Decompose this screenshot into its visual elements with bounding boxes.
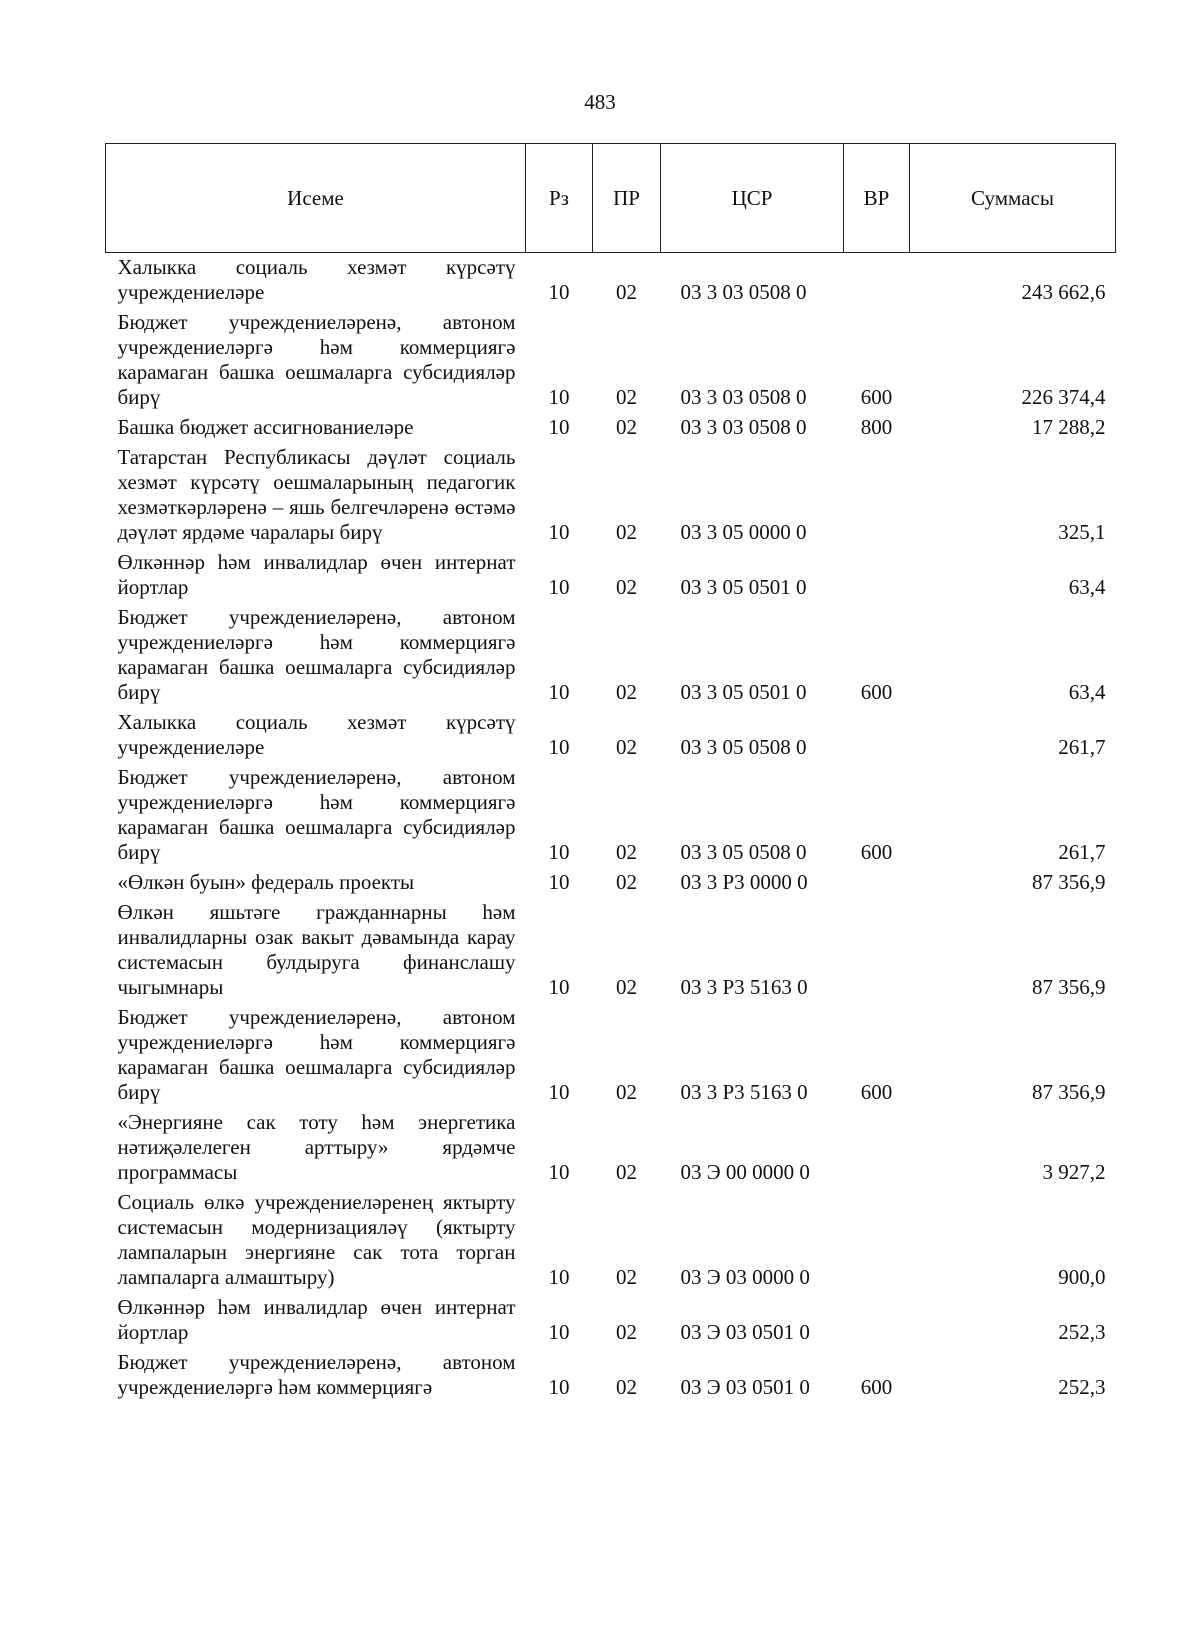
row-pr: 02: [616, 1320, 637, 1344]
row-sum: 3 927,2: [1042, 1160, 1106, 1184]
row-vr: [844, 550, 910, 605]
table-row: [106, 900, 1116, 1005]
row-name: Халыкка социаль хезмәт күрсәтү учреждениеләре: [117, 710, 516, 759]
row-rz: 10: [548, 280, 570, 304]
row-name: Бюджет учреждениеләренә, автоном учреждениеләргә һәм коммерциягә карамаган башка оешмаларга субсидияләр бирү: [117, 310, 516, 409]
row-pr: 02: [616, 735, 637, 759]
row-name: «Энергияне сак тоту һәм энергетика нәтиҗәлелеген арттыру» ярдәмче программасы: [117, 1110, 516, 1184]
row-vr: 600: [860, 1080, 893, 1104]
header-name: Исеме: [106, 144, 526, 253]
row-csr: 03 3 05 0501 0: [680, 680, 807, 704]
table-row: [106, 870, 1116, 900]
row-sum: 63,4: [1068, 680, 1106, 704]
row-name: Татарстан Республикасы дәүләт социаль хезмәт күрсәтү оешмаларының педагогик хезмәткәрләренә – яшь белгечләренә өстәмә дәүләт ярдәме чаралары бирү: [117, 445, 516, 544]
row-pr: 02: [616, 870, 637, 894]
row-pr: 02: [616, 680, 637, 704]
row-pr: 02: [616, 415, 637, 439]
header-row: [106, 144, 1116, 253]
table-row: [106, 1350, 1116, 1405]
row-sum: 243 662,6: [1021, 280, 1106, 304]
row-pr: 02: [616, 1375, 637, 1399]
row-rz: 10: [548, 575, 570, 599]
row-sum: 261,7: [1058, 840, 1106, 864]
row-csr: 03 3 05 0501 0: [680, 575, 807, 599]
row-name: Өлкәннәр һәм инвалидлар өчен интернат йортлар: [117, 1295, 516, 1344]
table-row: [106, 1295, 1116, 1350]
row-name: Өлкән яшьтәге гражданнарны һәм инвалидларны озак вакыт дәвамында карау системасын булдыруга финанслашу чыгымнары: [117, 900, 516, 999]
row-name: Бюджет учреждениеләренә, автоном учреждениеләргә һәм коммерциягә: [117, 1350, 516, 1399]
row-pr: 02: [616, 575, 637, 599]
table-row: [106, 605, 1116, 710]
row-csr: 03 3 P3 5163 0: [680, 1080, 808, 1104]
row-vr: [844, 710, 910, 765]
header-pr: ПР: [593, 144, 661, 253]
row-rz: 10: [548, 975, 570, 999]
row-pr: 02: [616, 1080, 637, 1104]
row-csr: 03 3 05 0508 0: [680, 840, 807, 864]
row-name: Халыкка социаль хезмәт күрсәтү учреждениеләре: [117, 255, 516, 304]
table-row: [106, 310, 1116, 415]
row-sum: 87 356,9: [1032, 975, 1106, 999]
row-csr: 03 3 05 0000 0: [680, 520, 807, 544]
row-sum: 17 288,2: [1032, 415, 1106, 439]
table-row: [106, 1110, 1116, 1190]
row-rz: 10: [548, 385, 570, 409]
row-name: Бюджет учреждениеләренә, автоном учреждениеләргә һәм коммерциягә карамаган башка оешмаларга субсидияләр бирү: [117, 1005, 516, 1104]
row-name: «Өлкән буын» федераль проекты: [117, 870, 415, 894]
row-pr: 02: [616, 840, 637, 864]
header-vr: ВР: [844, 144, 910, 253]
header-rz: Рз: [526, 144, 593, 253]
table-row: [106, 550, 1116, 605]
row-vr: [844, 445, 910, 550]
table-body: [106, 253, 1116, 1406]
budget-table: [105, 143, 1116, 1405]
row-vr: [844, 1110, 910, 1190]
row-name: Социаль өлкә учреждениеләренең яктырту системасын модернизацияләү (яктырту лампаларын энергияне сак тота торган лампаларга алмаштыру): [117, 1190, 516, 1289]
row-vr: 600: [860, 840, 893, 864]
row-vr: [844, 870, 910, 900]
page-number: 483: [584, 90, 616, 114]
row-rz: 10: [548, 840, 570, 864]
table-row: [106, 1005, 1116, 1110]
row-rz: 10: [548, 415, 570, 439]
row-sum: 252,3: [1058, 1320, 1106, 1344]
header-csr: ЦСР: [661, 144, 844, 253]
row-pr: 02: [616, 975, 637, 999]
row-csr: 03 3 P3 0000 0: [680, 870, 808, 894]
row-csr: 03 3 03 0508 0: [680, 280, 807, 304]
table-header: [106, 144, 1116, 253]
row-name: Башка бюджет ассигнованиеләре: [117, 415, 414, 439]
row-name: Өлкәннәр һәм инвалидлар өчен интернат йортлар: [117, 550, 516, 599]
row-sum: 252,3: [1058, 1375, 1106, 1399]
row-sum: 900,0: [1058, 1265, 1106, 1289]
row-vr: [844, 900, 910, 1005]
row-rz: 10: [548, 520, 570, 544]
row-vr: 600: [860, 385, 893, 409]
table-row: [106, 445, 1116, 550]
row-csr: 03 Э 03 0501 0: [680, 1320, 810, 1344]
row-csr: 03 3 P3 5163 0: [680, 975, 808, 999]
row-vr: 600: [860, 1375, 893, 1399]
row-name: Бюджет учреждениеләренә, автоном учреждениеләргә һәм коммерциягә карамаган башка оешмаларга субсидияләр бирү: [117, 605, 516, 704]
row-rz: 10: [548, 1080, 570, 1104]
row-vr: [844, 1295, 910, 1350]
row-rz: 10: [548, 1375, 570, 1399]
row-vr: 800: [860, 415, 893, 439]
row-pr: 02: [616, 385, 637, 409]
table-row: [106, 253, 1116, 311]
table-row: [106, 710, 1116, 765]
row-csr: 03 Э 03 0000 0: [680, 1265, 810, 1289]
row-csr: 03 3 03 0508 0: [680, 385, 807, 409]
row-vr: [844, 253, 910, 311]
row-rz: 10: [548, 1265, 570, 1289]
row-pr: 02: [616, 1265, 637, 1289]
row-sum: 87 356,9: [1032, 1080, 1106, 1104]
row-pr: 02: [616, 1160, 637, 1184]
table-row: [106, 415, 1116, 445]
header-sum: Суммасы: [910, 144, 1116, 253]
row-sum: 325,1: [1058, 520, 1106, 544]
row-csr: 03 3 05 0508 0: [680, 735, 807, 759]
table-row: [106, 765, 1116, 870]
row-vr: [844, 1190, 910, 1295]
row-csr: 03 3 03 0508 0: [680, 415, 807, 439]
row-sum: 87 356,9: [1032, 870, 1106, 894]
row-rz: 10: [548, 680, 570, 704]
row-rz: 10: [548, 735, 570, 759]
row-rz: 10: [548, 1320, 570, 1344]
row-sum: 261,7: [1058, 735, 1106, 759]
row-sum: 63,4: [1068, 575, 1106, 599]
row-rz: 10: [548, 870, 570, 894]
row-csr: 03 Э 00 0000 0: [680, 1160, 810, 1184]
row-rz: 10: [548, 1160, 570, 1184]
row-pr: 02: [616, 280, 637, 304]
row-vr: 600: [860, 680, 893, 704]
row-csr: 03 Э 03 0501 0: [680, 1375, 810, 1399]
row-sum: 226 374,4: [1021, 385, 1106, 409]
row-pr: 02: [616, 520, 637, 544]
row-name: Бюджет учреждениеләренә, автоном учреждениеләргә һәм коммерциягә карамаган башка оешмаларга субсидияләр бирү: [117, 765, 516, 864]
table-row: [106, 1190, 1116, 1295]
